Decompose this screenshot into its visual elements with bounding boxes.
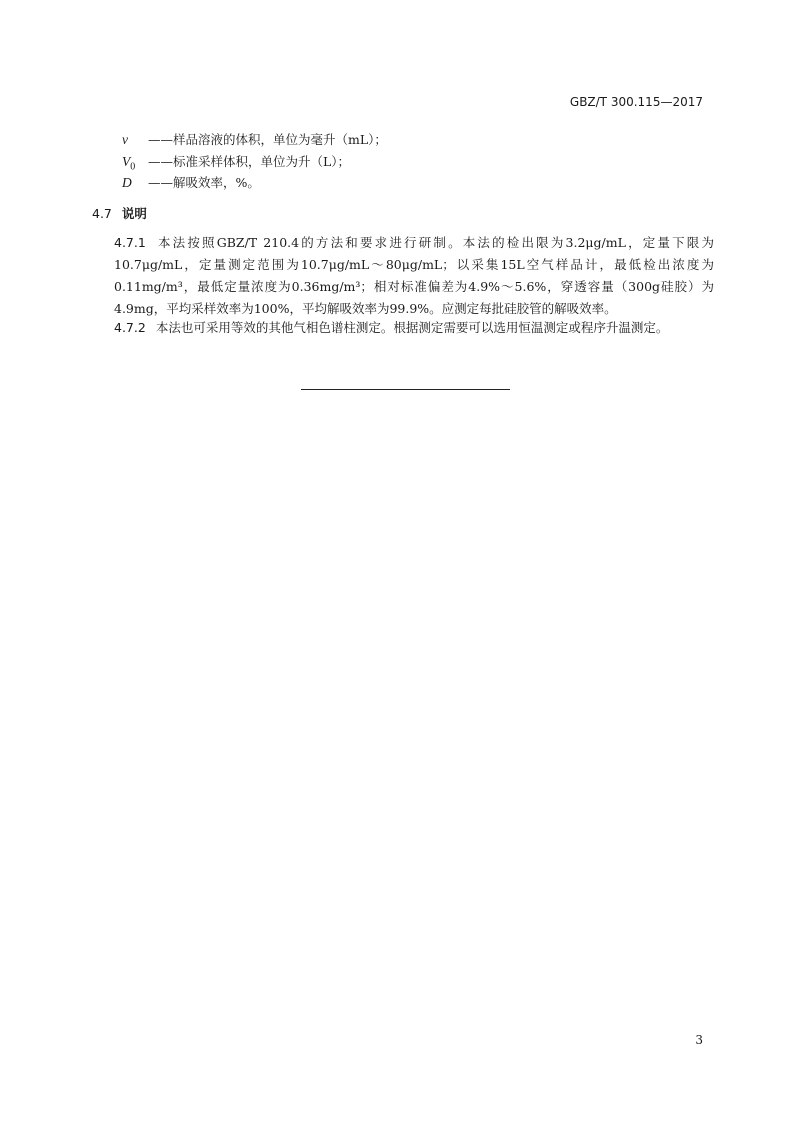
variable-symbol: D <box>122 175 132 190</box>
page-number: 3 <box>695 1033 703 1047</box>
variable-symbol: v <box>122 132 128 147</box>
variable-symbol: $V_0$ <box>122 154 136 173</box>
paragraph-4-7-2 <box>114 317 714 339</box>
variable-description: ——样品溶液的体积，单位为毫升（mL）； <box>148 132 387 147</box>
document-code: GBZ/T 300.115—2017 <box>569 95 703 109</box>
section-heading <box>92 204 147 222</box>
variable-row-d <box>122 173 260 194</box>
paragraph-text: 本法按照GBZ/T 210.4的方法和要求进行研制。本法的检出限为3.2μg/mL，定量下限为10.7μg/mL，定量测定范围为10.7μg/mL～80μg/mL；以采集15L空气样品计，最低检出浓度为0.11mg/m³，最低定量浓度为0.36mg/m³；相对标准偏差为4.9%～5.6%，穿透容量（300g硅胶）为4.9mg，平均采样效率为100%，平均解吸效率为99.9%。应测定每批硅胶管的解吸效率。 <box>114 235 714 316</box>
variable-description: ——标准采样体积，单位为升（L）； <box>148 154 351 169</box>
variable-row-v <box>122 130 387 151</box>
paragraph-number: 4.7.2 <box>114 320 146 335</box>
variable-description: ——解吸效率，%。 <box>148 175 260 190</box>
section-title: 说明 <box>121 206 147 221</box>
paragraph-4-7-1 <box>114 232 714 320</box>
variable-row-v0 <box>122 152 350 173</box>
paragraph-number: 4.7.1 <box>114 235 146 250</box>
section-number: 4.7 <box>92 206 112 221</box>
end-rule <box>301 389 510 390</box>
paragraph-text: 本法也可采用等效的其他气相色谱柱测定。根据测定需要可以选用恒温测定或程序升温测定。 <box>155 320 669 335</box>
